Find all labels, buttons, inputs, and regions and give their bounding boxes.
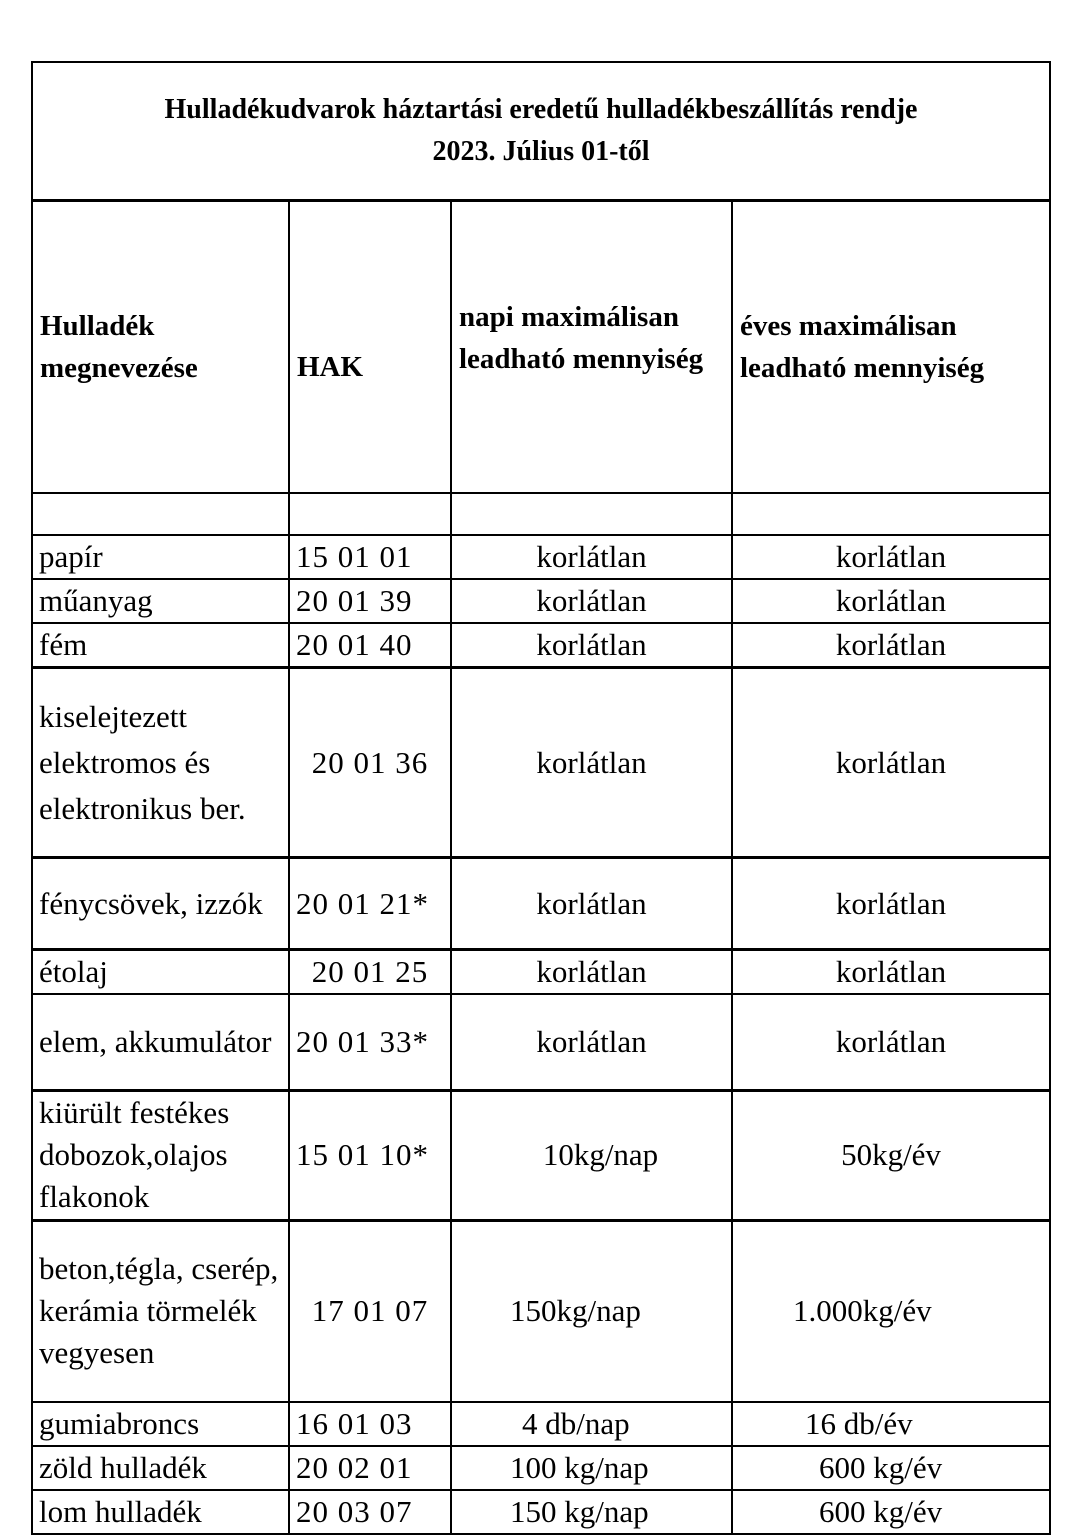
- row-yearly: 600 kg/év: [732, 1446, 1050, 1490]
- waste-yard-document: [31, 61, 1049, 1535]
- row-name: papír: [32, 535, 289, 579]
- row-name: elem, akkumulátor: [32, 994, 289, 1090]
- row-daily: korlátlan: [451, 950, 732, 995]
- row-hak: 15 01 01: [289, 535, 451, 579]
- spacer-cell: [732, 493, 1050, 535]
- row-yearly: 600 kg/év: [732, 1490, 1050, 1534]
- header-hak: HAK: [289, 201, 451, 494]
- row-hak: 20 02 01: [289, 1446, 451, 1490]
- row-daily: korlátlan: [451, 668, 732, 858]
- spacer-cell: [451, 493, 732, 535]
- row-daily: 150kg/nap: [451, 1220, 732, 1402]
- row-yearly: 50kg/év: [732, 1090, 1050, 1220]
- row-yearly: korlátlan: [732, 668, 1050, 858]
- row-name: fénycsövek, izzók: [32, 858, 289, 950]
- row-hak: 20 01 40: [289, 623, 451, 668]
- row-name: zöld hulladék: [32, 1446, 289, 1490]
- table-row: [32, 1402, 1050, 1446]
- header-daily: napi maximálisan leadható mennyiség: [451, 201, 732, 494]
- row-hak: 20 01 33*: [289, 994, 451, 1090]
- table-row: [32, 1490, 1050, 1534]
- table-row: [32, 1446, 1050, 1490]
- table-row: [32, 579, 1050, 623]
- row-name: műanyag: [32, 579, 289, 623]
- waste-table: [31, 61, 1051, 1535]
- table-row: [32, 668, 1050, 858]
- row-hak: 16 01 03: [289, 1402, 451, 1446]
- row-name: étolaj: [32, 950, 289, 995]
- row-hak: 17 01 07: [289, 1220, 451, 1402]
- header-name: Hulladék megnevezése: [32, 201, 289, 494]
- table-row: [32, 535, 1050, 579]
- row-hak: 20 03 07: [289, 1490, 451, 1534]
- title-line-2: 2023. Július 01-től: [432, 136, 650, 167]
- row-yearly: korlátlan: [732, 579, 1050, 623]
- header-yearly: éves maximálisan leadható mennyiség: [732, 201, 1050, 494]
- title-line-1: Hulladékudvarok háztartási eredetű hulladékbeszállítás rendje: [164, 94, 918, 125]
- row-hak: 15 01 10*: [289, 1090, 451, 1220]
- row-daily: korlátlan: [451, 623, 732, 668]
- document-title: [32, 62, 1050, 201]
- header-row: [32, 201, 1050, 494]
- row-daily: korlátlan: [451, 858, 732, 950]
- row-yearly: korlátlan: [732, 950, 1050, 995]
- table-row: [32, 1220, 1050, 1402]
- row-daily: korlátlan: [451, 994, 732, 1090]
- row-name: fém: [32, 623, 289, 668]
- row-yearly: korlátlan: [732, 623, 1050, 668]
- row-hak: 20 01 21*: [289, 858, 451, 950]
- row-hak: 20 01 25: [289, 950, 451, 995]
- row-name: kiselejtezett elektromos és elektronikus ber.: [32, 668, 289, 858]
- row-yearly: korlátlan: [732, 858, 1050, 950]
- row-name: gumiabroncs: [32, 1402, 289, 1446]
- row-yearly: korlátlan: [732, 535, 1050, 579]
- row-daily: 10kg/nap: [451, 1090, 732, 1220]
- table-row: [32, 994, 1050, 1090]
- row-hak: 20 01 36: [289, 668, 451, 858]
- row-daily: korlátlan: [451, 579, 732, 623]
- row-daily: 100 kg/nap: [451, 1446, 732, 1490]
- table-row: [32, 1090, 1050, 1220]
- spacer-cell: [289, 493, 451, 535]
- row-name: lom hulladék: [32, 1490, 289, 1534]
- row-daily: 4 db/nap: [451, 1402, 732, 1446]
- row-name: beton,tégla, cserép, kerámia törmelék vegyesen: [32, 1220, 289, 1402]
- row-daily: korlátlan: [451, 535, 732, 579]
- row-name: kiürült festékes dobozok,olajos flakonok: [32, 1090, 289, 1220]
- table-row: [32, 623, 1050, 668]
- row-yearly: 1.000kg/év: [732, 1220, 1050, 1402]
- row-yearly: korlátlan: [732, 994, 1050, 1090]
- spacer-row: [32, 493, 1050, 535]
- table-row: [32, 858, 1050, 950]
- spacer-cell: [32, 493, 289, 535]
- row-daily: 150 kg/nap: [451, 1490, 732, 1534]
- row-yearly: 16 db/év: [732, 1402, 1050, 1446]
- title-row: [32, 62, 1050, 201]
- row-hak: 20 01 39: [289, 579, 451, 623]
- table-row: [32, 950, 1050, 995]
